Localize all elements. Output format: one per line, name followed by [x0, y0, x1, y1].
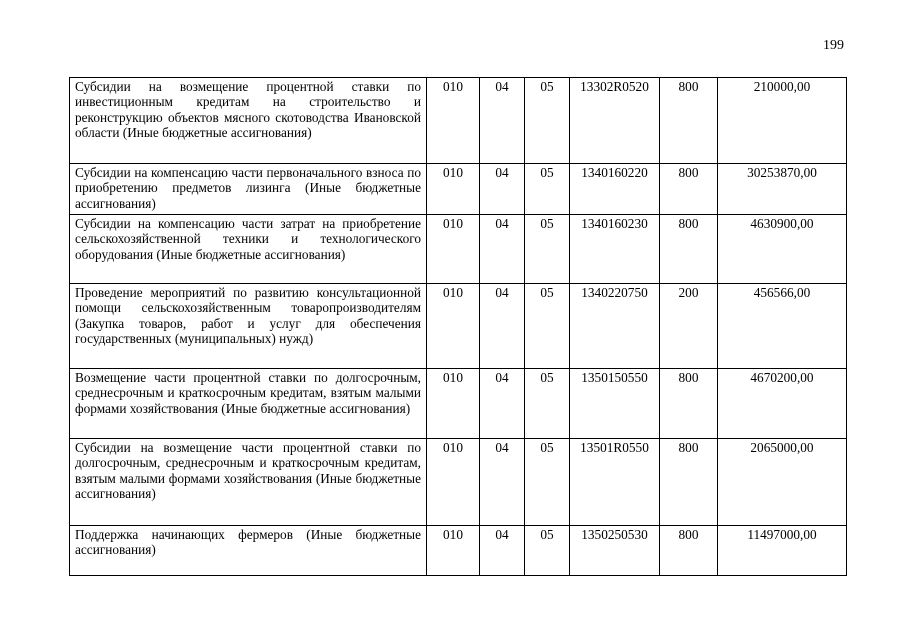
subsection-code: 05	[525, 284, 570, 369]
ministry-code: 010	[427, 284, 480, 369]
amount: 4630900,00	[718, 215, 847, 284]
expense-description: Возмещение части процентной ставки по долгосрочным, среднесрочным и краткосрочным кредитам, взятым малыми формами хозяйствования (Иные бюджетные ассигнования)	[70, 369, 427, 439]
expense-type-code: 800	[660, 369, 718, 439]
ministry-code: 010	[427, 439, 480, 526]
expense-type-code: 800	[660, 215, 718, 284]
expense-description: Субсидии на возмещение процентной ставки по инвестиционным кредитам на строительство и реконструкцию объектов мясного скотоводства Ивановской области (Иные бюджетные ассигнования)	[70, 78, 427, 164]
target-article-code: 13302R0520	[570, 78, 660, 164]
table-row	[70, 164, 847, 215]
amount: 456566,00	[718, 284, 847, 369]
ministry-code: 010	[427, 164, 480, 215]
expense-description: Проведение мероприятий по развитию консультационной помощи сельскохозяйственным товаропроизводителям (Закупка товаров, работ и услуг для обеспечения государственных (муниципальных) нужд)	[70, 284, 427, 369]
expense-type-code: 800	[660, 164, 718, 215]
table-row	[70, 526, 847, 576]
section-code: 04	[480, 78, 525, 164]
section-code: 04	[480, 439, 525, 526]
expense-description: Субсидии на компенсацию части затрат на приобретение сельскохозяйственной техники и технологического оборудования (Иные бюджетные ассигнования)	[70, 215, 427, 284]
expense-description: Субсидии на возмещение части процентной ставки по долгосрочным, среднесрочным и краткосрочным кредитам, взятым малыми формами хозяйствования (Иные бюджетные ассигнования)	[70, 439, 427, 526]
subsection-code: 05	[525, 439, 570, 526]
amount: 11497000,00	[718, 526, 847, 576]
table-row	[70, 215, 847, 284]
expense-type-code: 800	[660, 526, 718, 576]
target-article-code: 13501R0550	[570, 439, 660, 526]
target-article-code: 1350150550	[570, 369, 660, 439]
page-number: 199	[823, 38, 844, 53]
subsection-code: 05	[525, 78, 570, 164]
subsection-code: 05	[525, 215, 570, 284]
subsection-code: 05	[525, 164, 570, 215]
target-article-code: 1350250530	[570, 526, 660, 576]
target-article-code: 1340160230	[570, 215, 660, 284]
ministry-code: 010	[427, 78, 480, 164]
table-row	[70, 369, 847, 439]
subsection-code: 05	[525, 369, 570, 439]
ministry-code: 010	[427, 215, 480, 284]
budget-table	[69, 77, 847, 576]
amount: 210000,00	[718, 78, 847, 164]
subsection-code: 05	[525, 526, 570, 576]
expense-type-code: 200	[660, 284, 718, 369]
table-row	[70, 284, 847, 369]
ministry-code: 010	[427, 526, 480, 576]
expense-type-code: 800	[660, 439, 718, 526]
section-code: 04	[480, 164, 525, 215]
amount: 2065000,00	[718, 439, 847, 526]
expense-type-code: 800	[660, 78, 718, 164]
ministry-code: 010	[427, 369, 480, 439]
section-code: 04	[480, 369, 525, 439]
section-code: 04	[480, 215, 525, 284]
expense-description: Субсидии на компенсацию части первоначального взноса по приобретению предметов лизинга (Иные бюджетные ассигнования)	[70, 164, 427, 215]
target-article-code: 1340160220	[570, 164, 660, 215]
table-row	[70, 78, 847, 164]
amount: 30253870,00	[718, 164, 847, 215]
expense-description: Поддержка начинающих фермеров (Иные бюджетные ассигнования)	[70, 526, 427, 576]
amount: 4670200,00	[718, 369, 847, 439]
section-code: 04	[480, 284, 525, 369]
section-code: 04	[480, 526, 525, 576]
table-row	[70, 439, 847, 526]
target-article-code: 1340220750	[570, 284, 660, 369]
